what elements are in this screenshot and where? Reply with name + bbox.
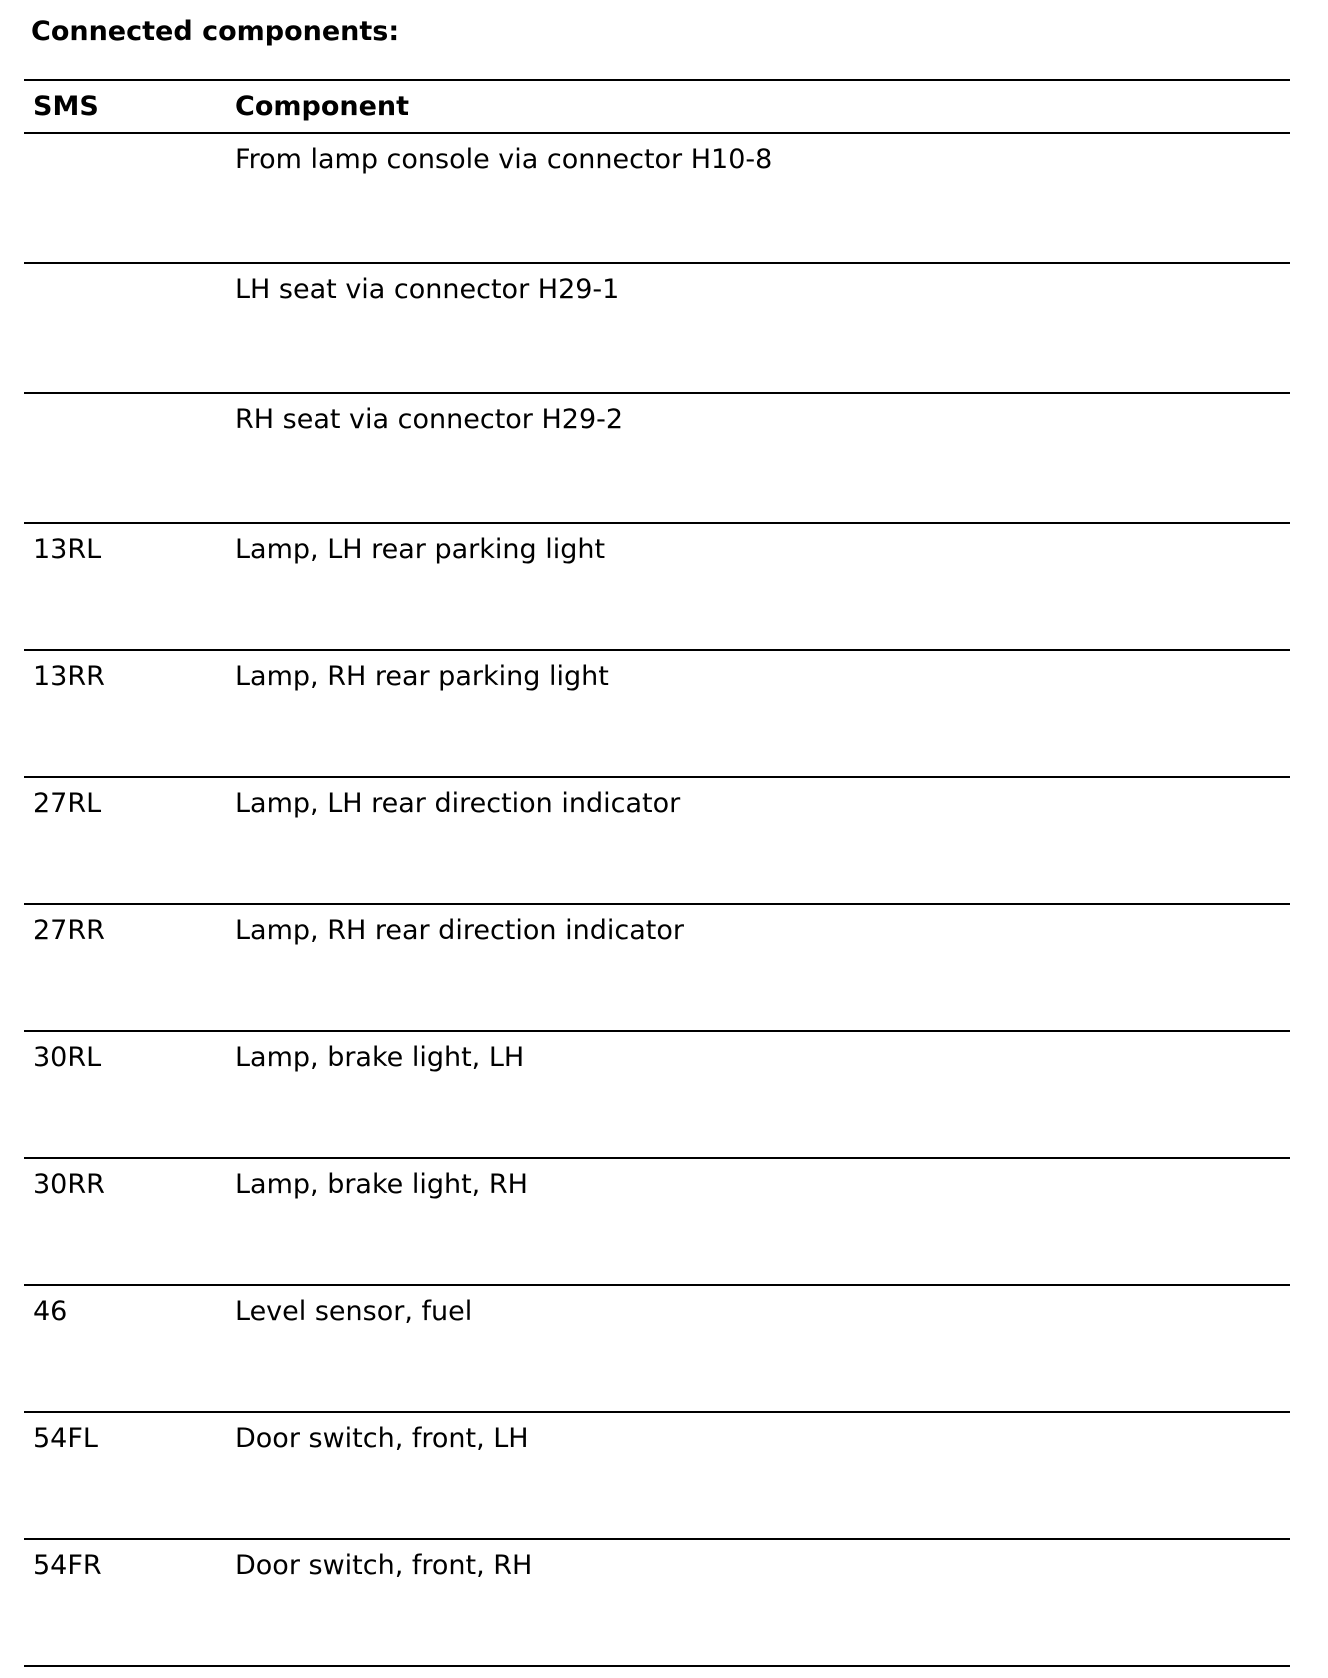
sms-cell: 30RR	[33, 1169, 105, 1200]
header-component: Component	[235, 91, 410, 122]
table-row	[24, 1159, 1290, 1286]
table-row	[24, 394, 1290, 524]
component-cell: Level sensor, fuel	[235, 1296, 473, 1327]
table-row	[24, 1032, 1290, 1159]
component-cell: Door switch, front, RH	[235, 1550, 533, 1581]
table-row	[24, 134, 1290, 264]
component-cell: Lamp, brake light, LH	[235, 1042, 525, 1073]
sms-cell: 30RL	[33, 1042, 102, 1073]
sms-cell: 27RR	[33, 915, 105, 946]
table-row	[24, 1540, 1290, 1667]
table-row	[24, 264, 1290, 394]
header-sms: SMS	[33, 91, 99, 122]
table-row	[24, 1286, 1290, 1413]
sms-cell: 54FR	[33, 1550, 102, 1581]
sms-cell: 46	[33, 1296, 68, 1327]
sms-cell: 27RL	[33, 788, 102, 819]
component-cell: LH seat via connector H29-1	[235, 274, 620, 305]
component-cell: Lamp, RH rear direction indicator	[235, 915, 684, 946]
table-row	[24, 1413, 1290, 1540]
component-cell: Lamp, RH rear parking light	[235, 661, 609, 692]
component-cell: RH seat via connector H29-2	[235, 404, 624, 435]
component-cell: Lamp, LH rear parking light	[235, 534, 606, 565]
connected-components-table	[24, 79, 1290, 1667]
section-title: Connected components:	[31, 16, 400, 47]
sms-cell: 13RR	[33, 661, 105, 692]
table-row	[24, 778, 1290, 905]
component-cell: Door switch, front, LH	[235, 1423, 529, 1454]
table-header	[24, 79, 1290, 134]
component-cell: Lamp, LH rear direction indicator	[235, 788, 681, 819]
table-row	[24, 651, 1290, 778]
table-row	[24, 905, 1290, 1032]
sms-cell: 13RL	[33, 534, 102, 565]
component-cell: From lamp console via connector H10-8	[235, 144, 773, 175]
component-cell: Lamp, brake light, RH	[235, 1169, 528, 1200]
table-row	[24, 524, 1290, 651]
sms-cell: 54FL	[33, 1423, 98, 1454]
